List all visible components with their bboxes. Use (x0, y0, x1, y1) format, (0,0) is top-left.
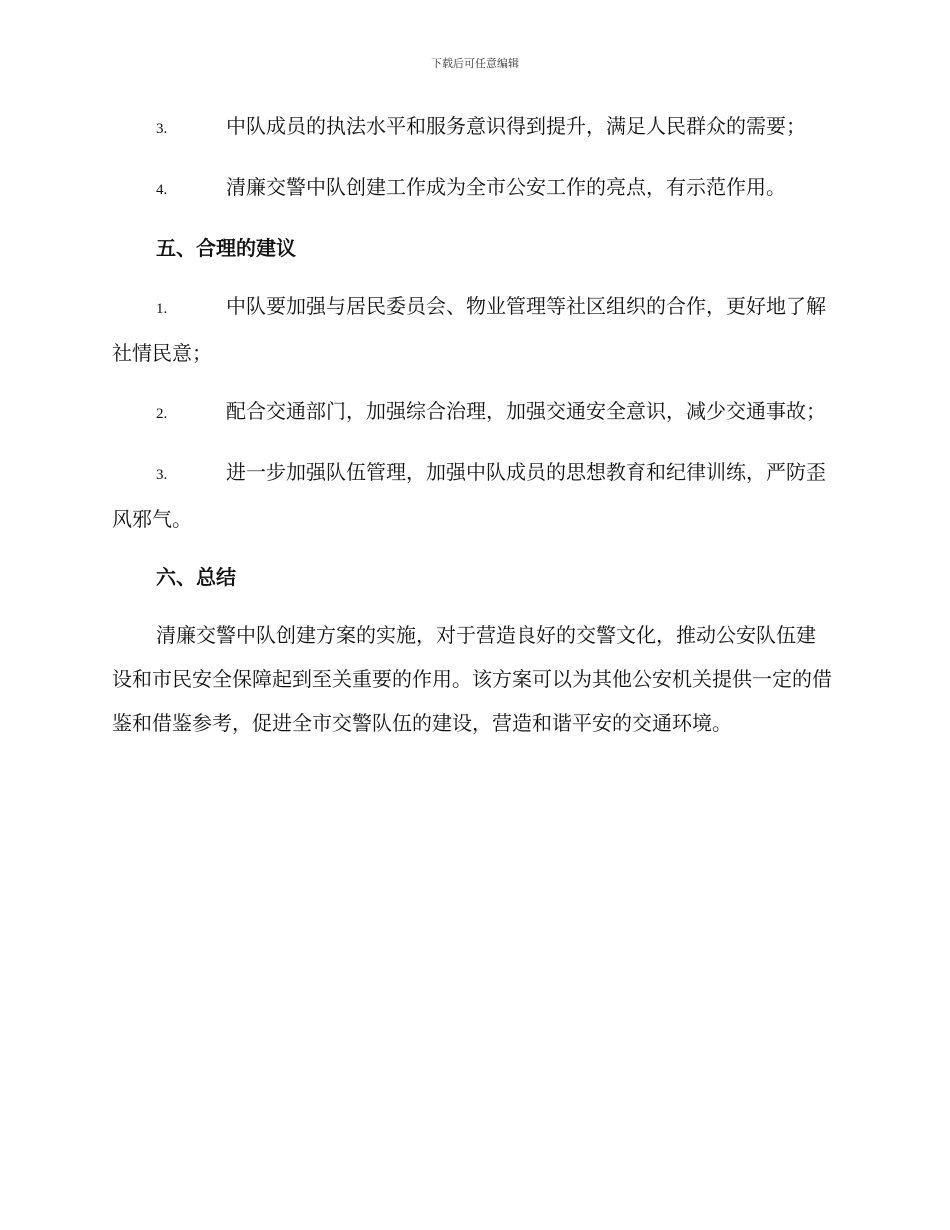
document-body (112, 104, 834, 745)
list-item-text: 中队成员的执法水平和服务意识得到提升，满足人民群众的需要； (226, 114, 806, 138)
list-item (112, 104, 834, 151)
list-item-number: 1. (156, 301, 168, 317)
list-item-number: 3. (156, 467, 168, 483)
list-item-number: 4. (156, 182, 168, 198)
list-item (112, 284, 834, 375)
list-item (112, 450, 834, 541)
section-heading-suggestions: 五、合理的建议 (156, 236, 296, 260)
list-item-number: 2. (156, 406, 168, 422)
list-item-number: 3. (156, 121, 168, 137)
list-item-text: 配合交通部门，加强综合治理，加强交通安全意识，减少交通事故； (226, 399, 826, 423)
summary-paragraph: 清廉交警中队创建方案的实施，对于营造良好的交警文化，推动公安队伍建设和市民安全保障起到至关重要的作用。该方案可以为其他公安机关提供一定的借鉴和借鉴参考，促进全市交警队伍的建设，营造和谐平安的交通环境。 (112, 623, 832, 735)
list-item (112, 389, 834, 436)
list-item-text: 清廉交警中队创建工作成为全市公安工作的亮点，有示范作用。 (226, 175, 786, 199)
section-heading-summary: 六、总结 (156, 565, 236, 589)
list-item-text: 进一步加强队伍管理，加强中队成员的思想教育和纪律训练，严防歪风邪气。 (112, 460, 826, 531)
list-item-text: 中队要加强与居民委员会、物业管理等社区组织的合作，更好地了解社情民意； (112, 294, 826, 365)
list-item (112, 165, 834, 212)
page-header: 下载后可任意编辑 (431, 57, 519, 70)
